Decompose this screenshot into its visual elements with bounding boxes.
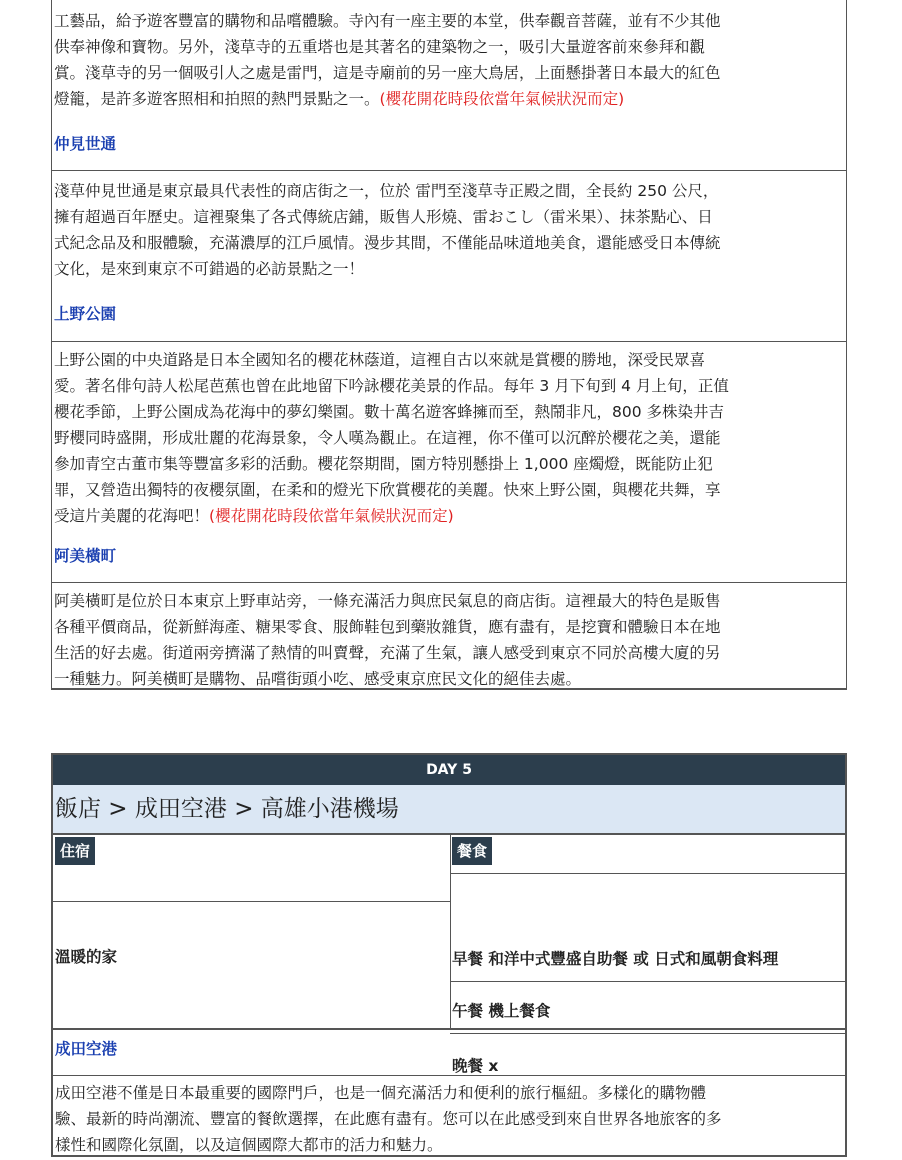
text-line: 驗、最新的時尚潮流、豐富的餐飲選擇，在此應有盡有。您可以在此感受到來自世界各地旅客的多 [55, 1110, 722, 1128]
divider [53, 901, 450, 902]
nakamise-description [52, 178, 846, 282]
divider [450, 1033, 845, 1034]
text-line: 一種魅力。阿美橫町是購物、品嚐街頭小吃、感受東京庶民文化的絕佳去處。 [54, 670, 582, 688]
text-line: 賞。淺草寺的另一個吸引人之處是雷門，這是寺廟前的另一座大鳥居，上面懸掛著日本最大的紅色 [54, 64, 721, 82]
accommodation-column [53, 833, 451, 1028]
text-segment: 燈籠，是許多遊客照相和拍照的熱門景點之一。 [54, 90, 380, 108]
route-title: 飯店 > 成田空港 > 高雄小港機場 [53, 785, 845, 835]
day-label: DAY 5 [53, 755, 845, 785]
text-line: 櫻花季節，上野公園成為花海中的夢幻樂園。數十萬名遊客蜂擁而至，熱鬧非凡，800 多株染井吉 [54, 403, 725, 421]
text-line: 生活的好去處。街道兩旁擠滿了熱情的叫賣聲，充滿了生氣，讓人感受到東京不同於高樓大廈的另 [54, 644, 721, 662]
dinner-text: 晚餐 x [452, 1057, 499, 1075]
stay-value [55, 945, 117, 967]
text-line: 阿美橫町是位於日本東京上野車站旁，一條充滿活力與庶民氣息的商店街。這裡最大的特色是販售 [54, 592, 721, 610]
text-line: 野櫻同時盛開，形成壯麗的花海景象，令人嘆為觀止。在這裡，你不僅可以沉醉於櫻花之美，還能 [54, 429, 721, 447]
text-line: 愛。著名俳句詩人松尾芭蕉也曾在此地留下吟詠櫻花美景的作品。每年 3 月下旬到 4 月上旬，正值 [54, 377, 729, 395]
divider [53, 1028, 845, 1030]
lunch-text: 午餐 機上餐食 [452, 1002, 551, 1020]
divider [450, 981, 845, 982]
text-line: 工藝品，給予遊客豐富的購物和品嚐體驗。寺內有一座主要的本堂，供奉觀音菩薩，並有不少其他 [54, 12, 721, 30]
stay-tag: 住宿 [55, 837, 95, 865]
blossom-note: (櫻花開花時段依當年氣候狀況而定) [209, 507, 454, 525]
breakfast-text: 早餐 和洋中式豐盛自助餐 或 日式和風朝食料理 [452, 950, 779, 968]
text-line [54, 86, 844, 112]
text-line: 文化，是來到東京不可錯過的必訪景點之一！ [54, 260, 365, 278]
ueno-description [52, 347, 846, 529]
stay-value-text: 溫暖的家 [55, 948, 118, 966]
text-line: 樣性和國際化氛圍，以及這個國際大都市的活力和魅力。 [55, 1136, 443, 1154]
blossom-note: (櫻花開花時段依當年氣候狀況而定) [379, 90, 625, 108]
ameyoko-title: 阿美橫町 [54, 547, 117, 565]
divider [53, 1075, 845, 1076]
ameyoko-description [52, 588, 846, 692]
ueno-title: 上野公園 [54, 305, 117, 323]
text-line: 上野公園的中央道路是日本全國知名的櫻花林蔭道，這裡自古以來就是賞櫻的勝地，深受民眾喜 [54, 351, 706, 369]
divider [52, 170, 846, 171]
day4-attractions-section [51, 0, 847, 690]
divider [52, 341, 846, 342]
text-line: 供奉神像和寶物。另外，淺草寺的五重塔也是其著名的建築物之一，吸引大量遊客前來參拜和觀 [54, 38, 706, 56]
text-line: 淺草仲見世通是東京最具代表性的商店街之一，位於 雷門至淺草寺正殿之間，全長約 250 公尺， [54, 182, 719, 200]
day5-section [51, 753, 847, 1157]
text-line: 各種平價商品，從新鮮海產、糖果零食、服飾鞋包到藥妝雜貨，應有盡有，是挖寶和體驗日本在地 [54, 618, 721, 636]
divider [450, 873, 845, 874]
narita-title: 成田空港 [55, 1040, 118, 1058]
meals-column [450, 833, 845, 1075]
narita-description [53, 1080, 845, 1158]
text-line: 擁有超過百年歷史。這裡聚集了各式傳統店鋪，販售人形燒、雷おこし（雷米果）、抹茶點心、日 [54, 208, 713, 226]
text-line: 成田空港不僅是日本最重要的國際門戶，也是一個充滿活力和便利的旅行樞紐。多樣化的購物體 [55, 1084, 707, 1102]
text-line: 參加青空古董市集等豐富多彩的活動。櫻花祭期間，園方特別懸掛上 1,000 座燭燈，既能防止犯 [54, 455, 713, 473]
meal-tag: 餐食 [452, 837, 492, 865]
asakusa-description [52, 8, 846, 112]
text-segment: 受這片美麗的花海吧！ [54, 507, 210, 525]
text-line: 式紀念品及和服體驗，充滿濃厚的江戶風情。漫步其間，不僅能品味道地美食，還能感受日本傳統 [54, 234, 721, 252]
nakamise-title: 仲見世通 [54, 135, 117, 153]
text-line: 罪，又營造出獨特的夜櫻氛圍，在柔和的燈光下欣賞櫻花的美麗。快來上野公園，與櫻花共舞，享 [54, 481, 721, 499]
text-line [54, 503, 844, 529]
divider [52, 582, 846, 583]
